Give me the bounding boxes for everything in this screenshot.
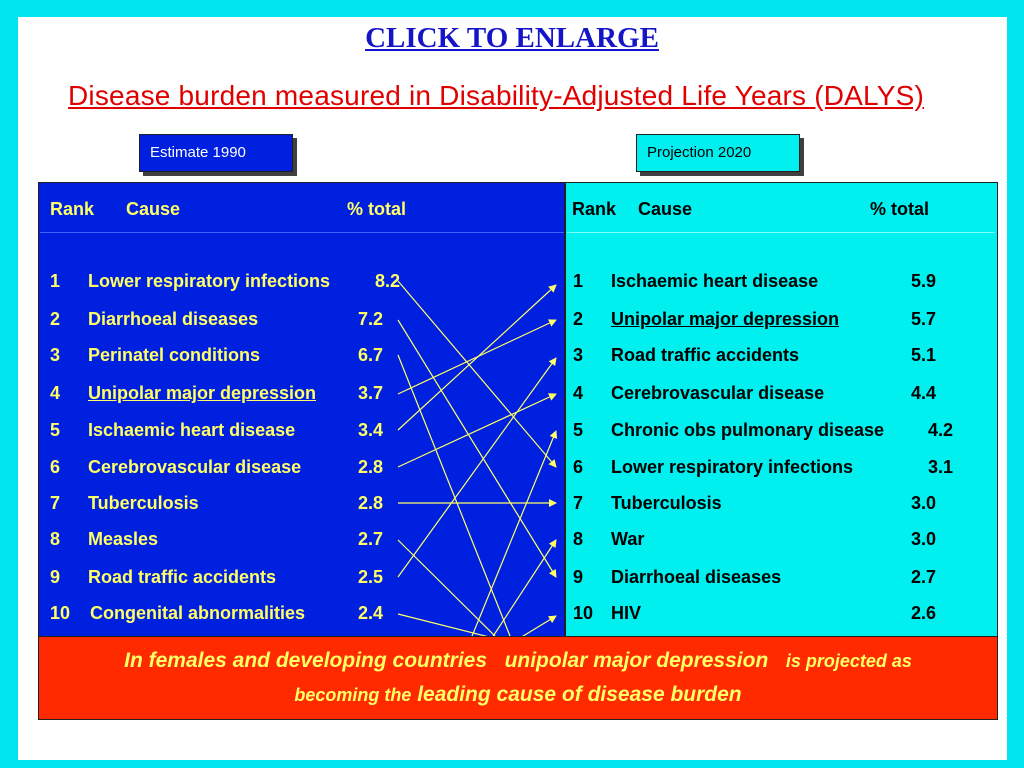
value-2020-9: 2.7 (911, 567, 937, 587)
rank-2020-3: 3 (573, 345, 584, 365)
banner-text-2b: leading cause of disease burden (417, 683, 742, 706)
rank-1990-7: 7 (50, 493, 61, 513)
cause-2020-6: Lower respiratory infections (611, 457, 854, 477)
cause-1990-5: Ischaemic heart disease (88, 420, 296, 440)
rank-1990-2: 2 (50, 309, 61, 329)
cause-2020-7: Tuberculosis (611, 493, 722, 513)
conclusion-banner (38, 636, 998, 720)
page-title: Disease burden measured in Disability-Adjusted Life Years (DALYS) (68, 80, 925, 111)
rank-2020-1: 1 (573, 271, 584, 291)
cause-2020-10: HIV (611, 603, 642, 623)
value-1990-10: 2.4 (358, 603, 384, 623)
cause-2020-9: Diarrhoeal diseases (611, 567, 782, 587)
rank-1990-6: 6 (50, 457, 61, 477)
cause-2020-3: Road traffic accidents (611, 345, 800, 365)
cause-1990-7: Tuberculosis (88, 493, 199, 513)
rank-1990-8: 8 (50, 529, 61, 549)
rank-2020-2: 2 (573, 309, 584, 329)
banner-text-1a: In females and developing countries (124, 649, 488, 672)
projection-2020-label: Projection 2020 (636, 134, 800, 172)
value-2020-2: 5.7 (911, 309, 937, 329)
value-1990-3: 6.7 (358, 345, 384, 365)
cause-1990-2: Diarrhoeal diseases (88, 309, 259, 329)
value-2020-7: 3.0 (911, 493, 937, 513)
value-1990-9: 2.5 (358, 567, 384, 587)
cause-2020-2: Unipolar major depression (611, 309, 840, 329)
rank-1990-10: 10 (50, 603, 71, 623)
value-2020-1: 5.9 (911, 271, 937, 291)
value-2020-6: 3.1 (928, 457, 954, 477)
cause-1990-3: Perinatel conditions (88, 345, 261, 365)
rank-2020-10: 10 (573, 603, 594, 623)
cause-2020-4: Cerebrovascular disease (611, 383, 825, 403)
rank-1990-1: 1 (50, 271, 61, 291)
header-divider-2020 (567, 232, 995, 233)
rank-2020-6: 6 (573, 457, 584, 477)
value-2020-10: 2.6 (911, 603, 937, 623)
banner-text-2a: becoming the (294, 685, 412, 705)
header-pct-2020: % total (870, 199, 930, 219)
banner-text-1c: is projected as (785, 651, 912, 671)
cause-2020-1: Ischaemic heart disease (611, 271, 819, 291)
value-1990-6: 2.8 (358, 457, 384, 477)
banner-text-1b: unipolar major depression (504, 649, 769, 672)
header-cause-2020: Cause (638, 199, 693, 219)
cause-1990-4: Unipolar major depression (88, 383, 317, 403)
rank-1990-9: 9 (50, 567, 61, 587)
value-1990-4: 3.7 (358, 383, 384, 403)
value-2020-8: 3.0 (911, 529, 937, 549)
rank-2020-9: 9 (573, 567, 584, 587)
rank-1990-3: 3 (50, 345, 61, 365)
cause-2020-8: War (611, 529, 645, 549)
header-rank-2020: Rank (572, 199, 617, 219)
value-2020-5: 4.2 (928, 420, 954, 440)
rank-2020-7: 7 (573, 493, 584, 513)
header-pct-1990: % total (347, 199, 407, 219)
header-cause-1990: Cause (126, 199, 181, 219)
value-1990-2: 7.2 (358, 309, 384, 329)
cause-1990-1: Lower respiratory infections (88, 271, 331, 291)
click-to-enlarge-link[interactable]: CLICK TO ENLARGE (365, 22, 659, 54)
value-2020-4: 4.4 (911, 383, 937, 403)
estimate-1990-label: Estimate 1990 (139, 134, 293, 172)
value-1990-5: 3.4 (358, 420, 384, 440)
value-1990-8: 2.7 (358, 529, 384, 549)
rank-2020-4: 4 (573, 383, 584, 403)
cause-2020-5: Chronic obs pulmonary disease (611, 420, 885, 440)
cause-1990-9: Road traffic accidents (88, 567, 277, 587)
cause-1990-6: Cerebrovascular disease (88, 457, 302, 477)
rank-2020-5: 5 (573, 420, 584, 440)
rank-1990-5: 5 (50, 420, 61, 440)
value-2020-3: 5.1 (911, 345, 937, 365)
value-1990-1: 8.2 (375, 271, 401, 291)
header-rank-1990: Rank (50, 199, 95, 219)
header-divider-1990 (40, 232, 564, 233)
cause-1990-10: Congenital abnormalities (90, 603, 306, 623)
rank-2020-8: 8 (573, 529, 584, 549)
rank-1990-4: 4 (50, 383, 61, 403)
value-1990-7: 2.8 (358, 493, 384, 513)
cause-1990-8: Measles (88, 529, 159, 549)
